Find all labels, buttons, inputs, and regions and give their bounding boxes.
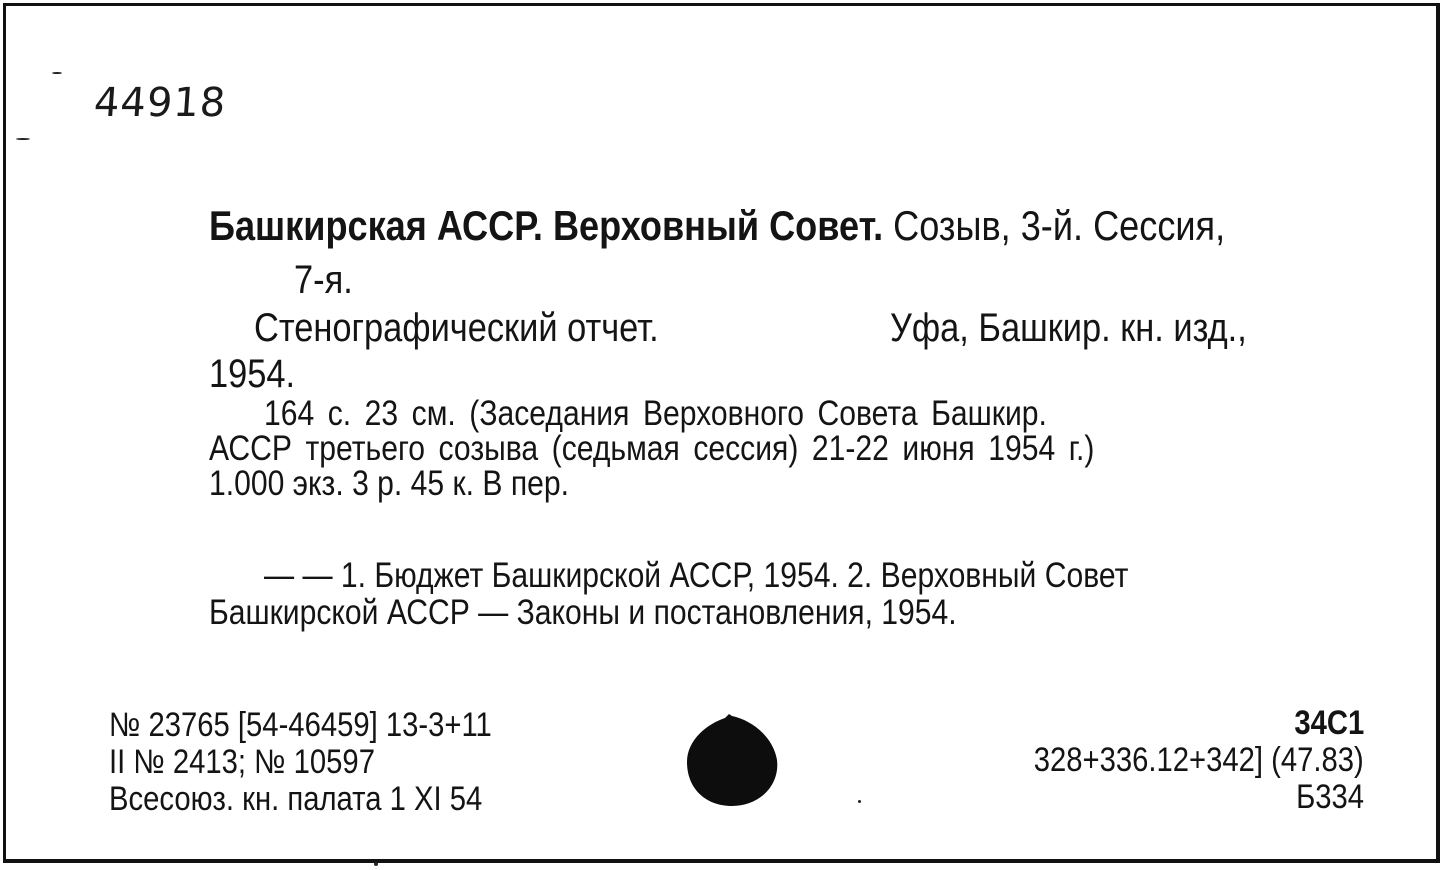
title-line-1-left: Стенографический отчет.	[254, 306, 659, 350]
subjects-line-1: — — 1. Бюджет Башкирской АССР, 1954. 2. Верховный Совет	[264, 556, 1129, 595]
subjects-line-2: Башкирской АССР — Законы и постановления, 1954.	[209, 593, 957, 632]
heading-author-regular: Созыв, 3-й. Сессия,	[883, 202, 1226, 249]
physical-line-1: 164 с. 23 см. (Заседания Верховного Совета Башкир.	[264, 394, 1047, 433]
ink-speck	[52, 72, 62, 74]
footer-right-line-2: 328+336.12+342] (47.83)	[1033, 741, 1364, 779]
footer-right-line-1: 34С1	[1294, 704, 1364, 742]
heading-line-2: 7-я.	[294, 258, 353, 302]
handwritten-inventory-number: 44918	[92, 80, 228, 126]
ink-speck	[858, 800, 861, 803]
heading-line-1	[209, 202, 1225, 250]
physical-line-3: 1.000 экз. 3 р. 45 к. В пер.	[209, 464, 569, 503]
footer-left-line-2: II № 2413; № 10597	[109, 743, 375, 781]
footer-left-line-1: № 23765 [54-46459] 13-3+11	[109, 706, 492, 744]
catalog-card	[3, 3, 1440, 863]
title-line-2: 1954.	[209, 352, 296, 396]
ink-speck	[16, 138, 30, 140]
footer-left-line-3: Всесоюз. кн. палата 1 XI 54	[109, 780, 483, 818]
heading-author-bold: Башкирская АССР. Верховный Совет.	[209, 202, 884, 249]
title-line-1-right: Уфа, Башкир. кн. изд.,	[890, 306, 1247, 350]
footer-right-line-3: Б334	[1296, 778, 1364, 816]
physical-line-2: АССР третьего созыва (седьмая сессия) 21-22 июня 1954 г.)	[209, 429, 1095, 468]
punch-hole-icon	[685, 714, 780, 808]
ink-speck	[374, 862, 378, 866]
